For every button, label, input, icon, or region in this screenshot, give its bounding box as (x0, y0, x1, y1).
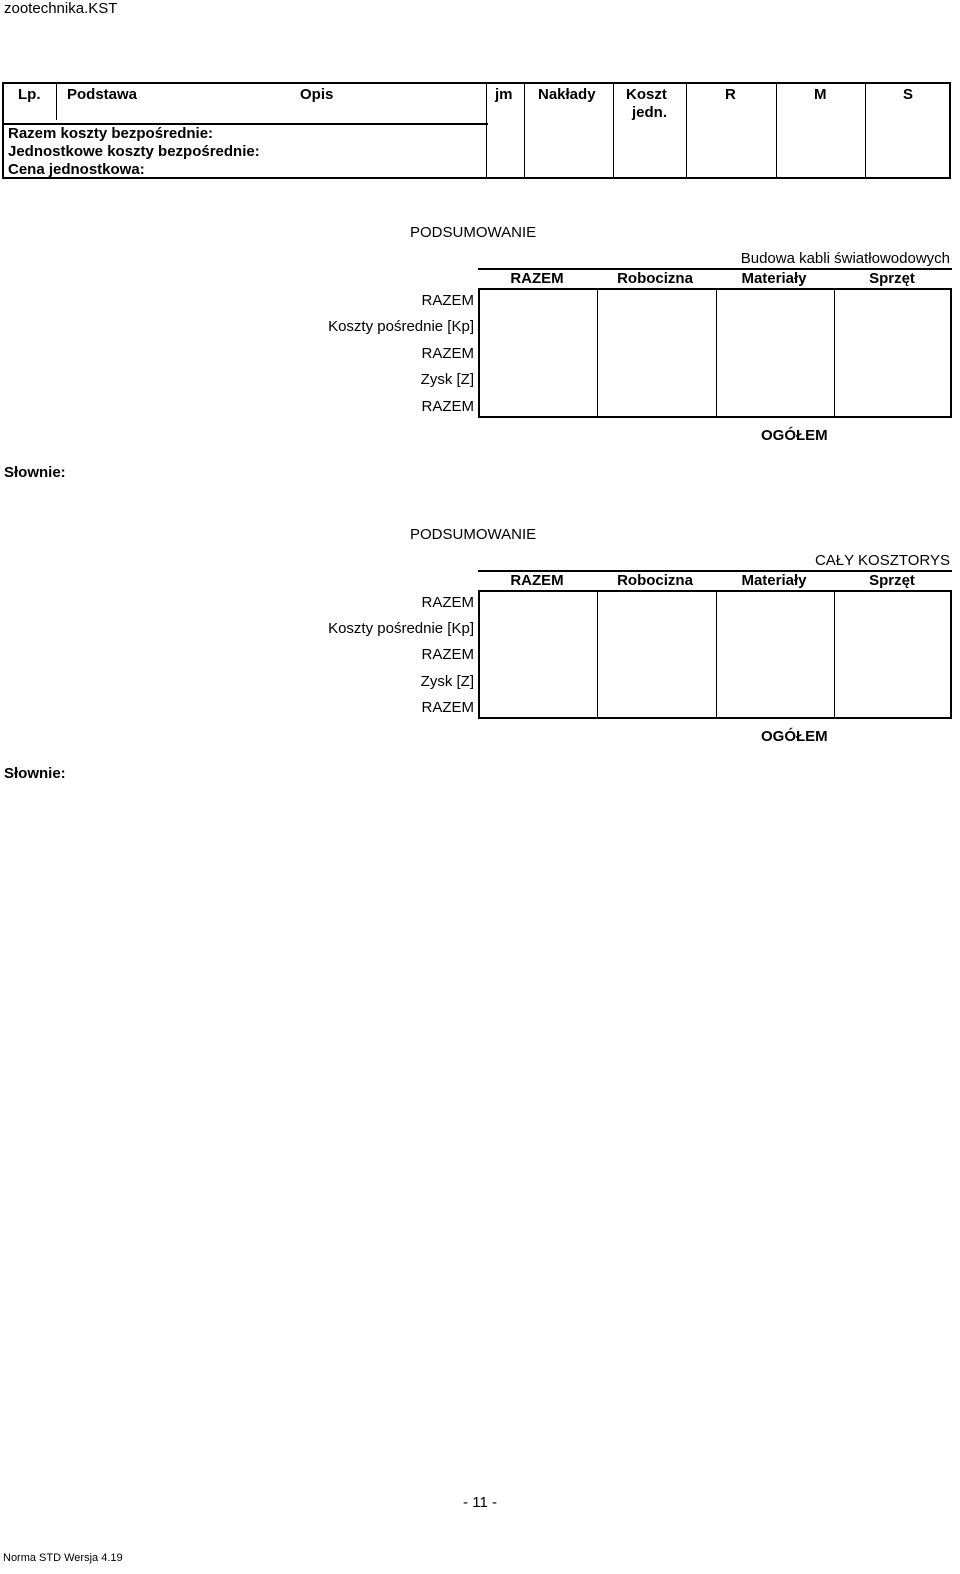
summary-block-2 (0, 523, 960, 823)
page-number: - 11 - (463, 1494, 497, 1511)
summary-title: PODSUMOWANIE (410, 526, 537, 543)
column-razem: RAZEM (510, 572, 564, 589)
column-divider (524, 84, 525, 177)
column-divider (613, 84, 614, 177)
column-materialy: Materiały (741, 270, 807, 287)
row-koszty-posrednie: Koszty pośrednie [Kp] (328, 620, 474, 637)
words-label: Słownie: (4, 464, 66, 481)
column-sprzet: Sprzęt (869, 572, 915, 589)
summary-unit-direct-costs: Jednostkowe koszty bezpośrednie: (8, 143, 260, 160)
column-robocizna: Robocizna (617, 572, 693, 589)
grid-divider (834, 290, 835, 416)
header-s: S (903, 86, 914, 103)
column-divider (486, 84, 487, 177)
column-divider (776, 84, 777, 177)
row-zysk: Zysk [Z] (420, 673, 474, 690)
grid-divider (716, 592, 717, 717)
summary-grid (478, 592, 952, 719)
grid-divider (834, 592, 835, 717)
grid-divider (716, 290, 717, 416)
summary-title: PODSUMOWANIE (410, 224, 537, 241)
column-divider (865, 84, 866, 177)
header-jm: jm (495, 86, 513, 103)
file-title: zootechnika.KST (4, 0, 118, 17)
row-razem: RAZEM (421, 699, 474, 716)
total-label: OGÓŁEM (761, 728, 828, 745)
column-razem: RAZEM (510, 270, 564, 287)
grid-divider (597, 592, 598, 717)
grid-divider (597, 290, 598, 416)
header-koszt-line2: jedn. (632, 104, 668, 121)
header-lp: Lp. (18, 86, 41, 103)
total-label: OGÓŁEM (761, 427, 828, 444)
row-zysk: Zysk [Z] (420, 371, 474, 388)
row-razem: RAZEM (421, 398, 474, 415)
header-podstawa: Podstawa (67, 86, 138, 103)
cost-table (2, 82, 951, 179)
summary-grid-header (478, 268, 952, 290)
row-razem: RAZEM (421, 646, 474, 663)
summary-subtitle: CAŁY KOSZTORYS (814, 552, 950, 569)
header-opis: Opis (300, 86, 334, 103)
header-m: M (814, 86, 827, 103)
header-koszt-jedn (626, 86, 667, 122)
column-divider (56, 84, 57, 120)
summary-grid-header (478, 570, 952, 592)
header-naklady: Nakłady (538, 86, 596, 103)
summary-block-1 (0, 222, 960, 522)
column-materialy: Materiały (741, 572, 807, 589)
summary-direct-costs: Razem koszty bezpośrednie: (8, 125, 214, 142)
words-label: Słownie: (4, 765, 66, 782)
column-sprzet: Sprzęt (869, 270, 915, 287)
footer-version: Norma STD Wersja 4.19 (3, 1552, 123, 1564)
header-koszt-line1: Koszt (626, 86, 667, 103)
summary-subtitle: Budowa kabli światłowodowych (740, 250, 950, 267)
row-koszty-posrednie: Koszty pośrednie [Kp] (328, 318, 474, 335)
column-robocizna: Robocizna (617, 270, 693, 287)
summary-unit-price: Cena jednostkowa: (8, 161, 145, 178)
column-divider (686, 84, 687, 177)
row-razem: RAZEM (421, 594, 474, 611)
summary-grid (478, 290, 952, 418)
row-razem: RAZEM (421, 292, 474, 309)
row-razem: RAZEM (421, 345, 474, 362)
header-r: R (725, 86, 736, 103)
